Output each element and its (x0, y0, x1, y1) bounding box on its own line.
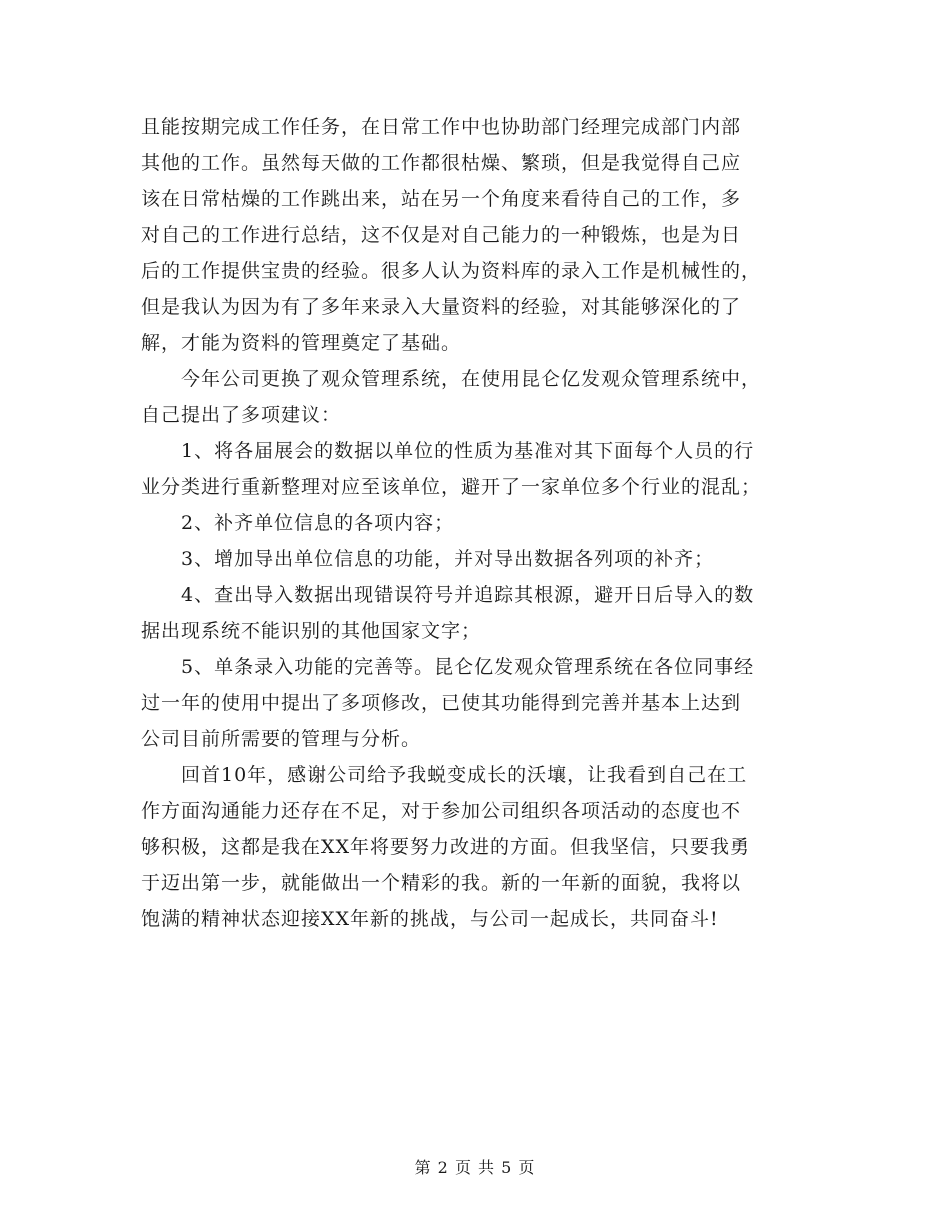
text-line: 该在日常枯燥的工作跳出来，站在另一个角度来看待自己的工作，多 (141, 188, 742, 210)
document-body (141, 109, 811, 937)
text-line: 4、查出导入数据出现错误符号并追踪其根源，避开日后导入的数 (141, 584, 755, 606)
text-line: 据出现系统不能识别的其他国家文字； (141, 620, 482, 642)
text-line: 其他的工作。虽然每天做的工作都很枯燥、繁琐，但是我觉得自己应 (141, 152, 742, 174)
text-line: 饱满的精神状态迎接XX年新的挑战，与公司一起成长，共同奋斗! (141, 908, 719, 930)
text-line: 自己提出了多项建议： (141, 404, 342, 426)
text-line: 且能按期完成工作任务，在日常工作中也协助部门经理完成部门内部 (141, 116, 742, 138)
text-line: 但是我认为因为有了多年来录入大量资料的经验，对其能够深化的了 (141, 296, 742, 318)
text-line: 于迈出第一步，就能做出一个精彩的我。新的一年新的面貌，我将以 (141, 872, 742, 894)
text-line: 1、将各届展会的数据以单位的性质为基准对其下面每个人员的行 (141, 440, 755, 462)
text-line: 解，才能为资料的管理奠定了基础。 (141, 332, 462, 354)
text-line: 作方面沟通能力还存在不足，对于参加公司组织各项活动的态度也不 (141, 800, 742, 822)
text-line: 公司目前所需要的管理与分析。 (141, 728, 422, 750)
text-line: 够积极，这都是我在XX年将要努力改进的方面。但我坚信，只要我勇 (141, 836, 751, 858)
text-line: 过一年的使用中提出了多项修改，已使其功能得到完善并基本上达到 (141, 692, 742, 714)
text-line: 回首10年，感谢公司给予我蜕变成长的沃壤，让我看到自己在工 (141, 764, 748, 786)
page-number-footer: 第 2 页 共 5 页 (414, 1158, 536, 1177)
text-line: 2、补齐单位信息的各项内容； (141, 512, 455, 534)
text-line: 5、单条录入功能的完善等。昆仑亿发观众管理系统在各位同事经 (141, 656, 755, 678)
text-line: 3、增加导出单位信息的功能，并对导出数据各列项的补齐； (141, 548, 715, 570)
text-line: 业分类进行重新整理对应至该单位，避开了一家单位多个行业的混乱； (141, 476, 762, 498)
text-line: 今年公司更换了观众管理系统，在使用昆仑亿发观众管理系统中， (141, 368, 762, 390)
text-line: 后的工作提供宝贵的经验。很多人认为资料库的录入工作是机械性的， (141, 260, 762, 282)
text-line: 对自己的工作进行总结，这不仅是对自己能力的一种锻炼，也是为日 (141, 224, 742, 246)
